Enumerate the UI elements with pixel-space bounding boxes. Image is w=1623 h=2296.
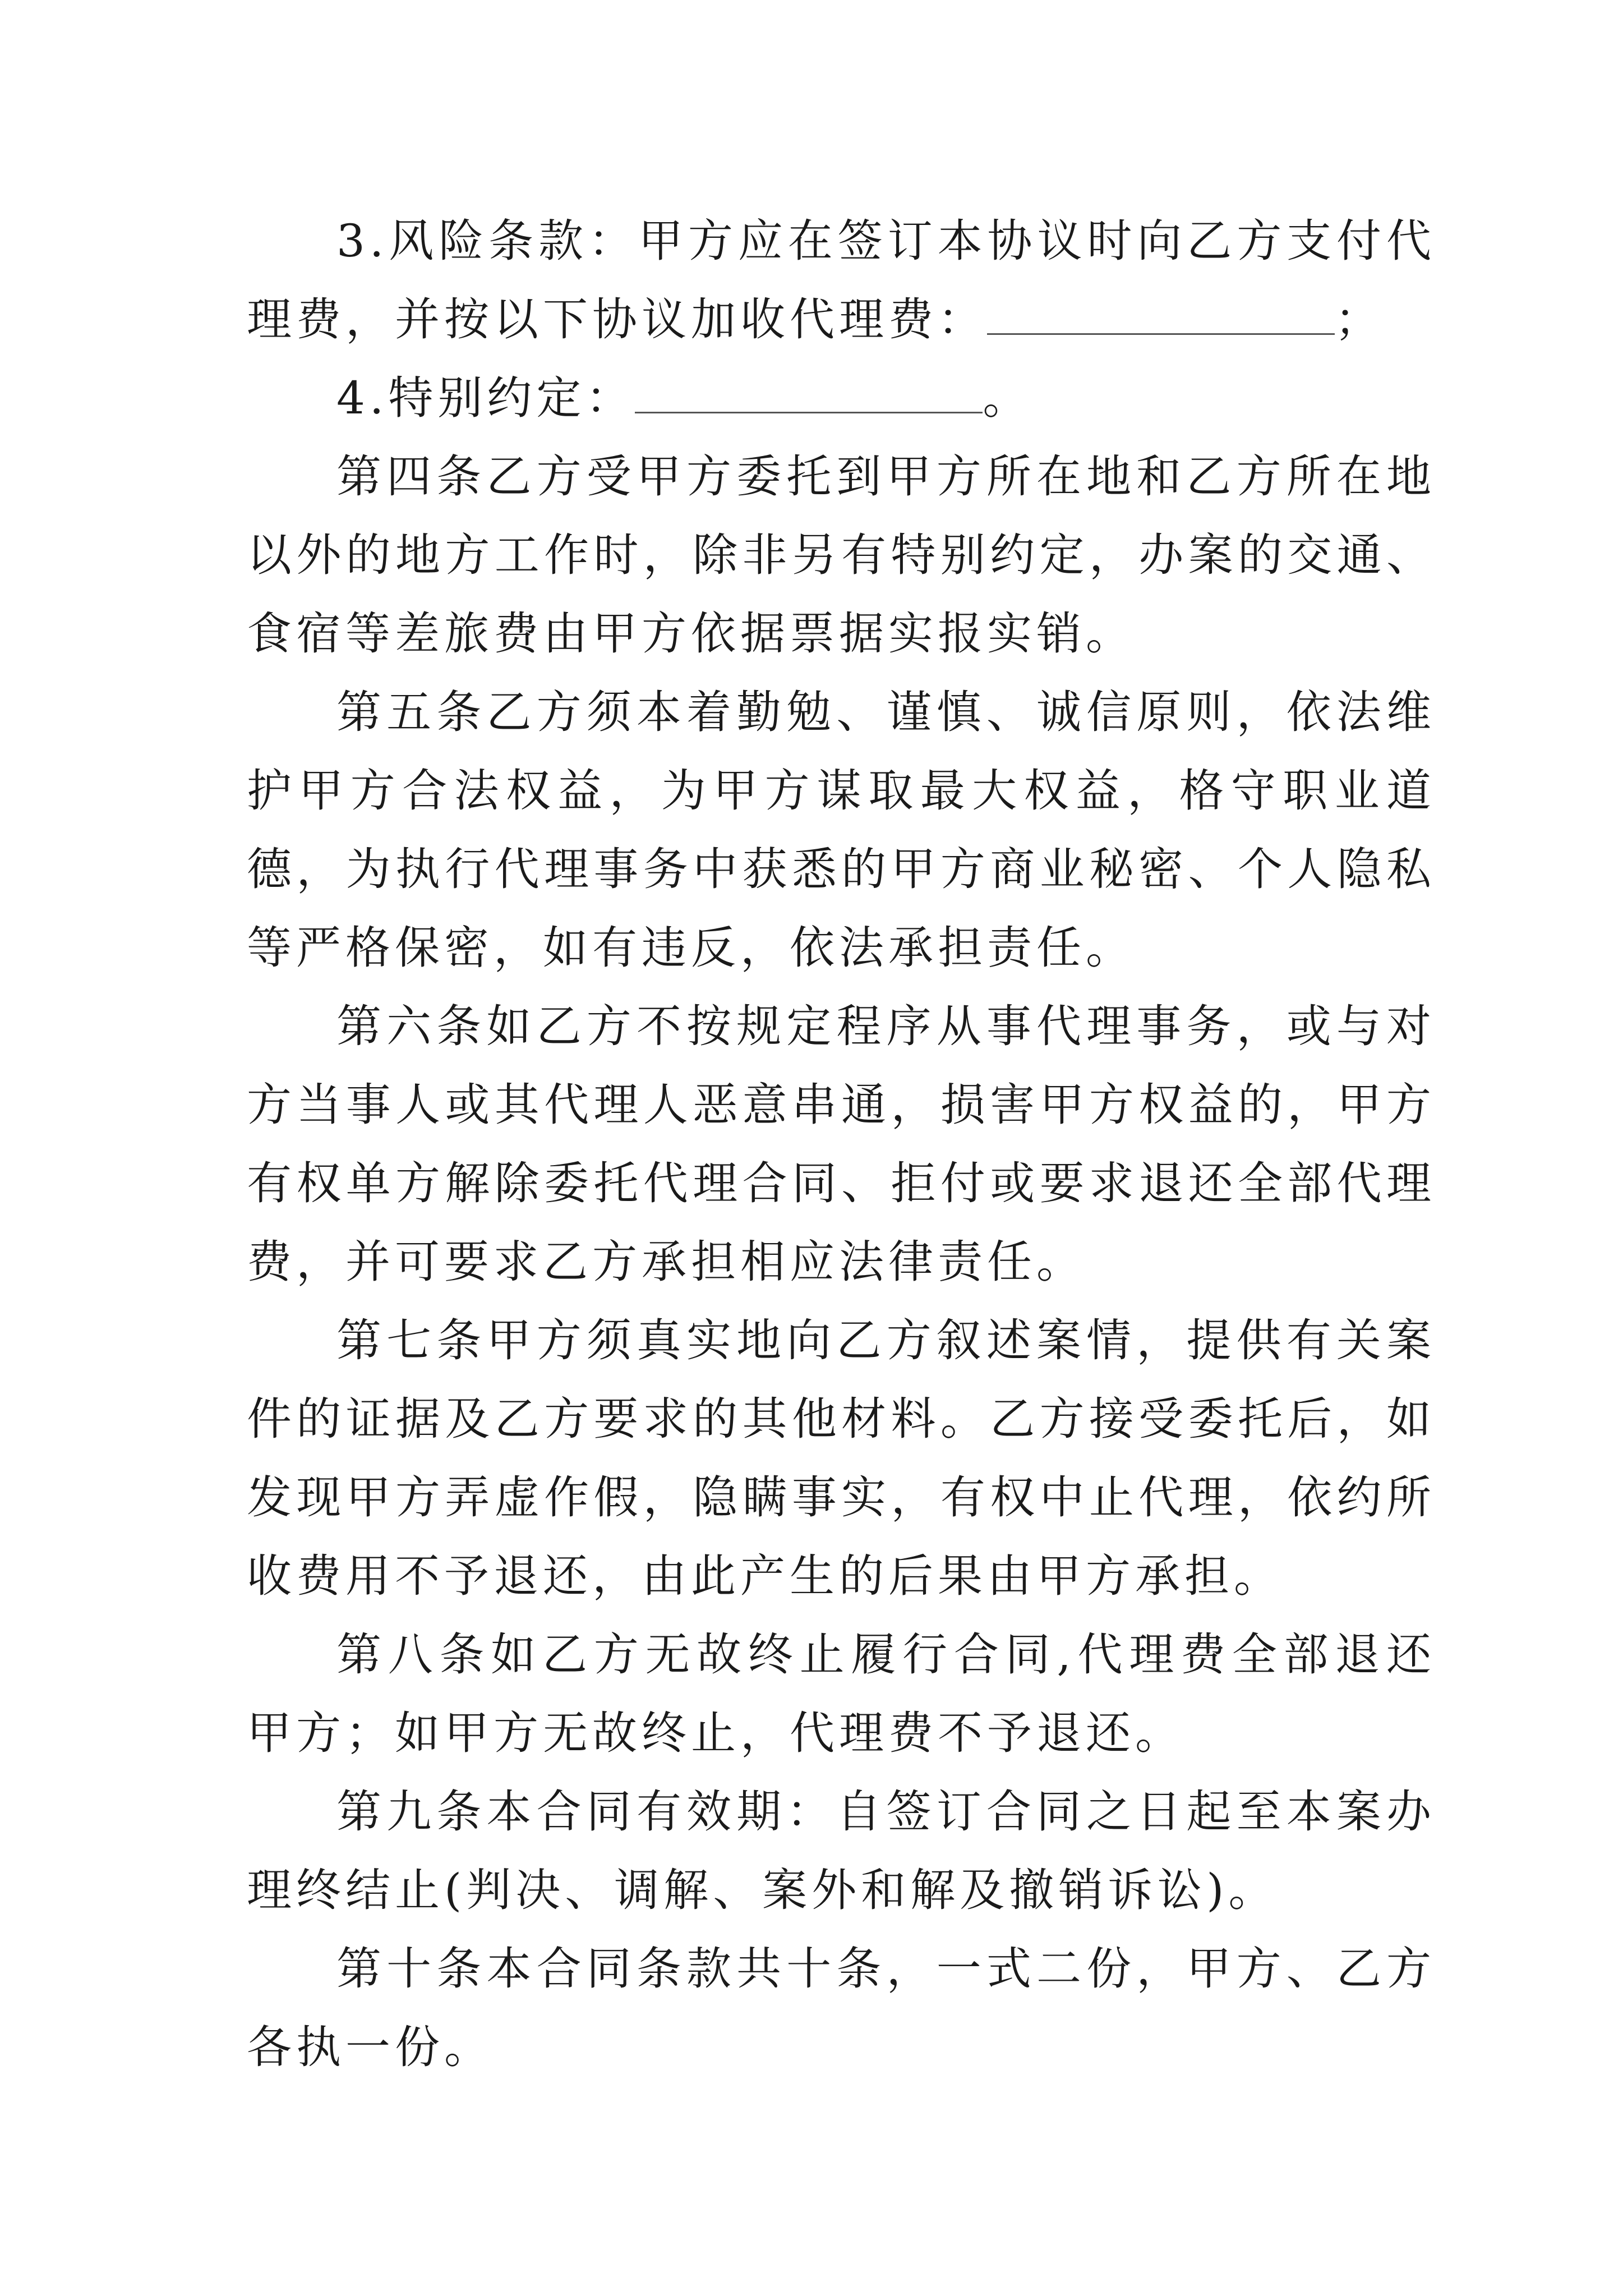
article-6-breach-by-agent: 第六条如乙方不按规定程序从事代理事务，或与对方当事人或其代理人恶意串通，损害甲方权益的，甲方有权单方解除委托代理合同、拒付或要求退还全部代理费，并可要求乙方承担相应法律责任。 [247,1000,1436,1288]
clause-4-end: 。 [983,372,1032,424]
article-7-client-truthfulness: 第七条甲方须真实地向乙方叙述案情，提供有关案件的证据及乙方要求的其他材料。乙方接受委托后，如发现甲方弄虚作假，隐瞒事实，有权中止代理，依约所收费用不予退还，由此产生的后果由甲方承担。 [247,1314,1436,1602]
article-5-diligence-confidentiality: 第五条乙方须本着勤勉、谨慎、诚信原则，依法维护甲方合法权益，为甲方谋取最大权益，格守职业道德，为执行代理事务中获悉的甲方商业秘密、个人隐私等严格保密，如有违反，依法承担责任。 [247,686,1436,974]
clause-4-special-agreement [247,359,1436,438]
clause-3-end: ； [1335,293,1384,346]
clause-4-text: 4.特别约定： [336,372,635,424]
fill-in-blank-extra-fee [987,289,1335,335]
article-9-validity-period: 第九条本合同有效期：自签订合同之日起至本案办理终结止(判决、调解、案外和解及撤销诉讼)。 [247,1786,1436,1916]
document-body [247,202,1436,2087]
article-4-travel-expenses: 第四条乙方受甲方委托到甲方所在地和乙方所在地以外的地方工作时，除非另有特别约定，办案的交通、食宿等差旅费由甲方依据票据实报实销。 [247,450,1436,660]
clause-3-risk-terms [247,202,1436,359]
clause-3-text: 3.风险条款：甲方应在签订本协议时向乙方支付代理费，并按以下协议加收代理费： [247,215,1436,346]
article-8-termination: 第八条如乙方无故终止履行合同,代理费全部退还甲方；如甲方无故终止，代理费不予退还。 [247,1628,1436,1759]
article-10-copies: 第十条本合同条款共十条，一式二份，甲方、乙方各执一份。 [247,1943,1436,2073]
fill-in-blank-special-agreement [635,368,983,413]
